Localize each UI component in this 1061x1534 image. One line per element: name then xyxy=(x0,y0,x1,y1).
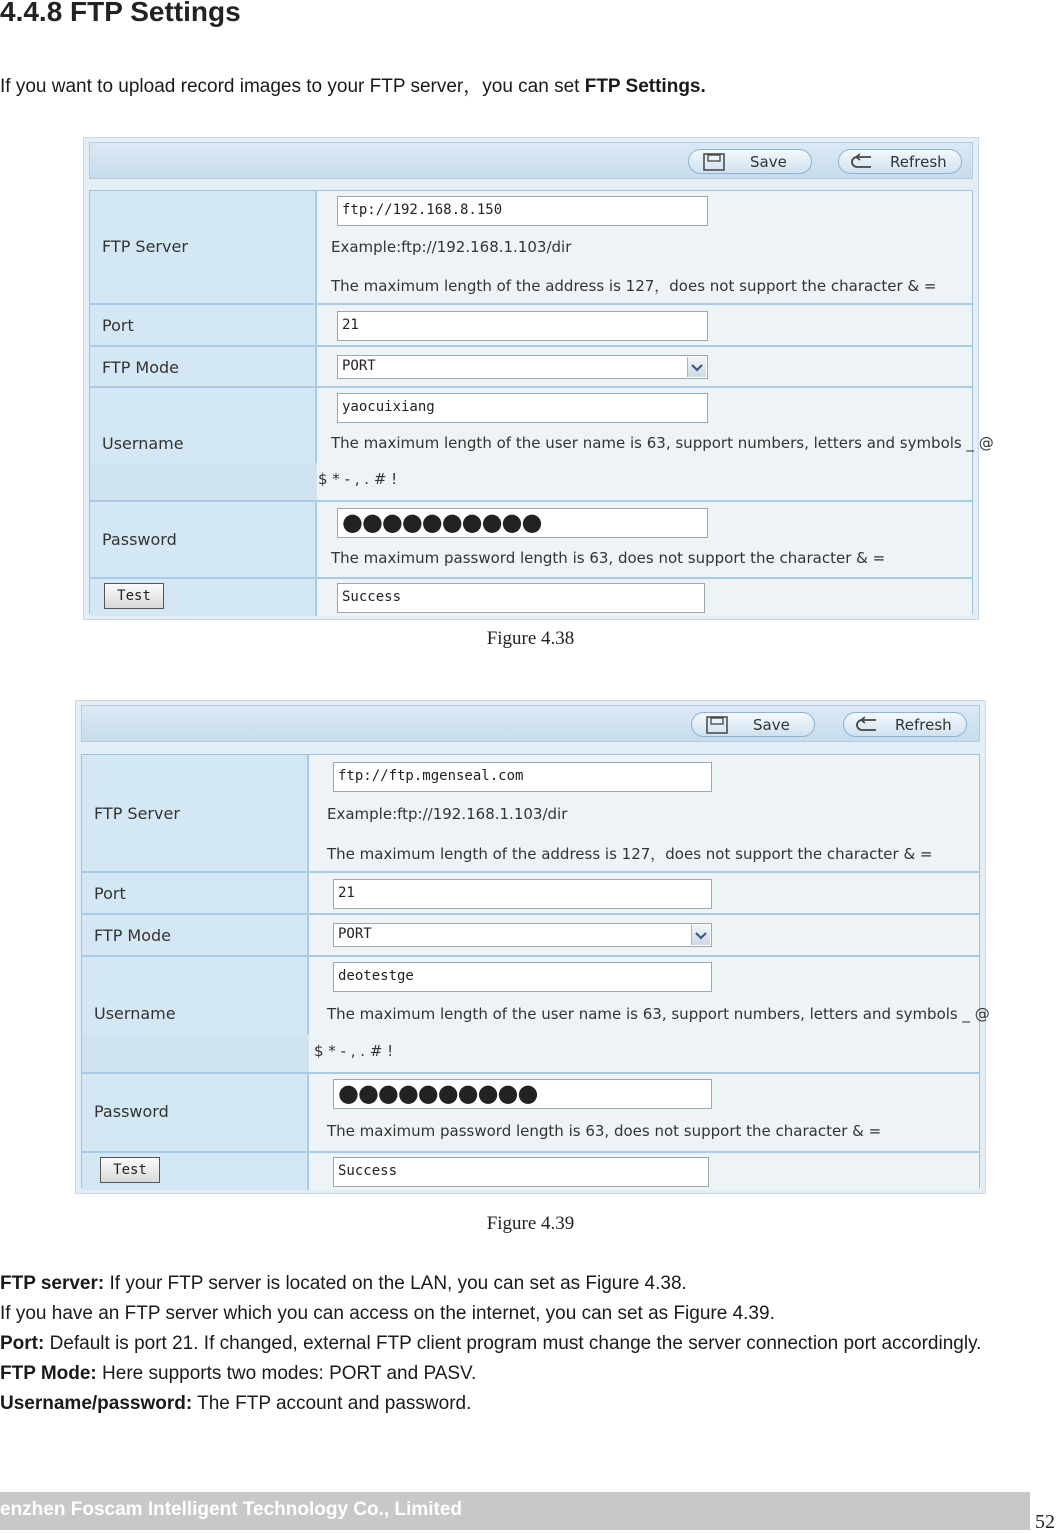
section-heading: 4.4.8 FTP Settings xyxy=(0,0,241,27)
username-symbols-note: $ * - , . # ! xyxy=(314,1042,394,1060)
value-cell xyxy=(317,502,972,577)
example-note: Example:ftp://192.168.1.103/dir xyxy=(327,805,568,823)
username-input[interactable]: deotestge xyxy=(333,962,712,992)
password-input[interactable]: ●●●●●●●●●● xyxy=(337,508,708,538)
refresh-icon xyxy=(854,716,880,734)
userpass-desc xyxy=(0,1389,1061,1419)
ftp-server-label: FTP Server xyxy=(94,804,180,823)
value-cell xyxy=(309,915,979,955)
password-label: Password xyxy=(102,530,177,549)
mode-desc xyxy=(0,1359,1061,1389)
value-cell xyxy=(317,579,972,616)
chevron-down-icon xyxy=(687,357,706,377)
refresh-button[interactable] xyxy=(843,712,967,737)
username-input[interactable]: yaocuixiang xyxy=(337,393,708,423)
username-symbols-note: $ * - , . # ! xyxy=(318,470,398,488)
row-password xyxy=(90,502,972,579)
refresh-button[interactable] xyxy=(838,149,962,174)
ftp-mode-label: FTP Mode xyxy=(94,926,172,945)
ftp-mode-value: PORT xyxy=(342,358,376,374)
figure-ftp-lan xyxy=(83,137,994,620)
label-cell xyxy=(90,347,317,386)
row-password xyxy=(82,1074,979,1153)
password-note: The maximum password length is 63, does not support the character & = xyxy=(327,1122,882,1140)
value-cell xyxy=(309,1153,979,1190)
port-label: Port xyxy=(102,316,134,335)
ftp-mode-value: PORT xyxy=(338,926,372,942)
label-cell xyxy=(82,915,309,955)
figure-ftp-internet xyxy=(75,700,990,1194)
save-icon xyxy=(706,716,728,734)
refresh-icon xyxy=(849,153,875,171)
value-cell xyxy=(309,1074,979,1151)
row-username xyxy=(82,957,990,1074)
password-input[interactable]: ●●●●●●●●●● xyxy=(333,1079,712,1109)
row-test xyxy=(82,1153,979,1190)
label-cell xyxy=(82,957,309,1034)
value-cell xyxy=(309,755,979,871)
label-cell xyxy=(82,755,309,871)
label-cell xyxy=(90,502,317,577)
ftp-server-text: If your FTP server is located on the LAN, you can set as Figure 4.38. xyxy=(104,1273,687,1294)
internet-desc: If you have an FTP server which you can access on the internet, you can set as Figure 4.39. xyxy=(0,1303,775,1324)
save-button[interactable] xyxy=(691,712,815,737)
chevron-down-icon xyxy=(691,925,710,945)
ftp-server-desc xyxy=(0,1269,1061,1299)
port-term: Port: xyxy=(0,1333,45,1354)
save-icon xyxy=(703,153,725,171)
ftp-server-term: FTP server: xyxy=(0,1273,105,1294)
value-cell xyxy=(317,347,972,386)
save-label: Save xyxy=(753,716,790,734)
toolbar xyxy=(89,142,973,179)
footer-company: enzhen Foscam Intelligent Technology Co., Limited xyxy=(0,1499,463,1520)
mode-text: Here supports two modes: PORT and PASV. xyxy=(96,1363,477,1384)
port-text: Default is port 21. If changed, external FTP client program must change the server connection port accordingly. xyxy=(44,1333,982,1354)
ftp-server-input[interactable]: ftp://ftp.mgenseal.com xyxy=(333,762,712,792)
test-status-field: Success xyxy=(333,1157,709,1187)
row-port xyxy=(90,305,972,347)
refresh-label: Refresh xyxy=(890,153,947,171)
page-number: 52 xyxy=(1035,1511,1055,1533)
row-port xyxy=(82,873,979,915)
port-input[interactable]: 21 xyxy=(333,879,712,909)
ftp-server-label: FTP Server xyxy=(102,237,188,256)
intro-bold: FTP Settings. xyxy=(584,76,706,97)
password-label: Password xyxy=(94,1102,169,1121)
value-cell xyxy=(309,873,979,913)
settings-table xyxy=(89,190,994,614)
label-cell xyxy=(82,1074,309,1151)
toolbar xyxy=(81,705,980,742)
test-status-field: Success xyxy=(337,583,705,613)
test-button[interactable]: Test xyxy=(104,583,164,609)
ftp-mode-select[interactable] xyxy=(333,923,712,947)
value-cell xyxy=(309,957,990,1072)
username-note: The maximum length of the user name is 63, support numbers, letters and symbols _ @ xyxy=(331,434,994,452)
username-label: Username xyxy=(94,1004,176,1023)
label-cell xyxy=(90,388,317,463)
save-button[interactable] xyxy=(688,149,812,174)
description xyxy=(0,1269,1061,1419)
value-cell xyxy=(317,191,972,303)
label-cell xyxy=(90,191,317,303)
ftp-server-input[interactable]: ftp://192.168.8.150 xyxy=(337,196,708,226)
figure-caption: Figure 4.39 xyxy=(486,1213,575,1234)
value-cell xyxy=(317,388,994,500)
intro-text: If you want to upload record images to your FTP server，you can set xyxy=(0,76,585,97)
refresh-label: Refresh xyxy=(895,716,952,734)
ftp-mode-select[interactable] xyxy=(337,355,708,379)
footer-bar xyxy=(0,1492,1030,1530)
row-ftp-server xyxy=(82,755,979,873)
example-note: Example:ftp://192.168.1.103/dir xyxy=(331,238,572,256)
label-cell xyxy=(90,579,317,616)
intro-paragraph xyxy=(0,71,706,98)
password-note: The maximum password length is 63, does not support the character & = xyxy=(331,549,886,567)
userpass-term: Username/password: xyxy=(0,1393,193,1414)
port-desc xyxy=(0,1329,1061,1359)
row-ftp-mode xyxy=(82,915,979,957)
label-cell xyxy=(82,1153,309,1190)
port-label: Port xyxy=(94,884,126,903)
username-note: The maximum length of the user name is 63, support numbers, letters and symbols _ @ xyxy=(327,1005,990,1023)
row-username xyxy=(90,388,994,502)
value-cell xyxy=(317,305,972,345)
row-ftp-server xyxy=(90,191,972,305)
mode-term: FTP Mode: xyxy=(0,1363,97,1384)
figure-caption: Figure 4.38 xyxy=(486,628,575,649)
row-ftp-mode xyxy=(90,347,972,388)
port-input[interactable]: 21 xyxy=(337,311,708,341)
settings-table xyxy=(81,754,990,1188)
label-cell xyxy=(90,305,317,345)
save-label: Save xyxy=(750,153,787,171)
label-cell xyxy=(82,873,309,913)
address-note: The maximum length of the address is 127，does not support the character & = xyxy=(327,845,933,863)
test-button[interactable]: Test xyxy=(100,1157,160,1183)
ftp-mode-label: FTP Mode xyxy=(102,358,180,377)
username-label: Username xyxy=(102,434,184,453)
address-note: The maximum length of the address is 127，does not support the character & = xyxy=(331,277,937,295)
row-test xyxy=(90,579,972,616)
userpass-text: The FTP account and password. xyxy=(192,1393,472,1414)
